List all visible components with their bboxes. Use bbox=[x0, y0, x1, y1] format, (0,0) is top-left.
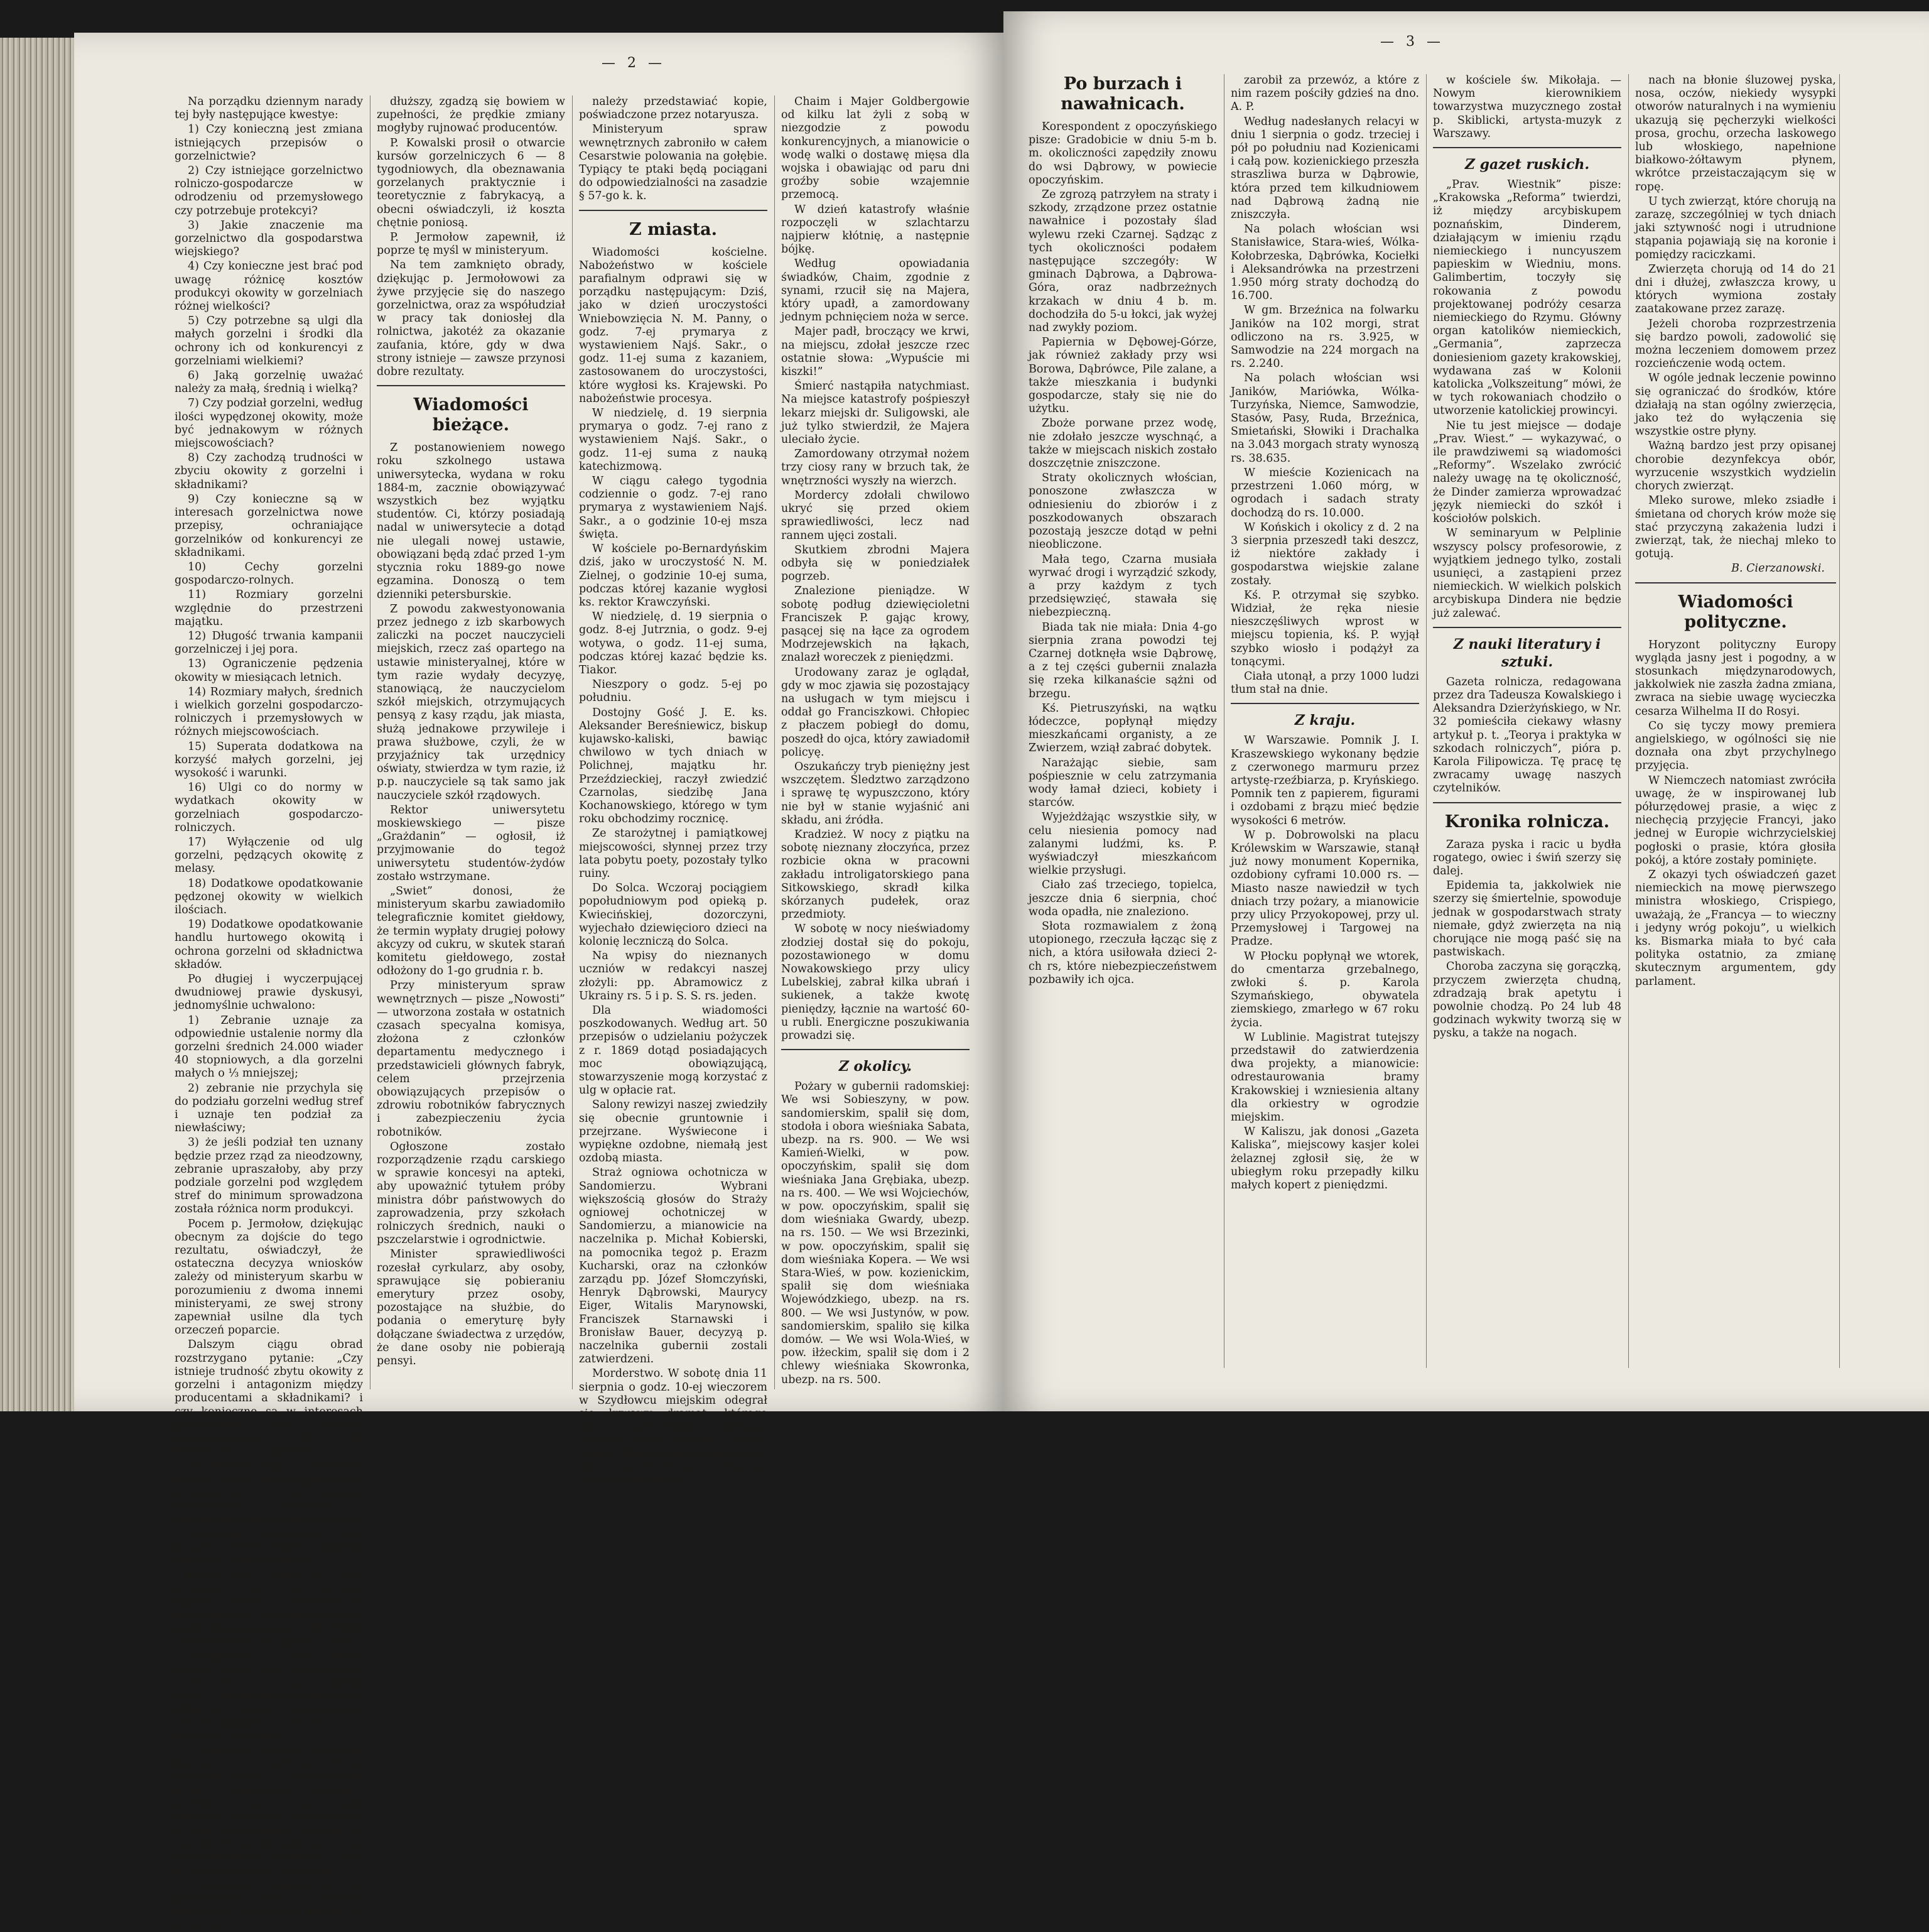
article-paragraph: Dalszym ciągu obrad rozstrzygano pytanie: „Czy istnieje trudność zbytu okowity z gorzelni i antagonizm między producentami a składnikami? i czy konieczne są w interesach gorzelników nowe przepisy, zabezpieczające ich od konkurencyi ze składami? bbox=[175, 1338, 363, 1458]
article-paragraph: W Płocku popłynął we wtorek, do cmentarza grzebalnego, zwłoki ś. p. Karola Szymańskiego, obywatela ziemskiego, zmarłego w 67 roku życia. bbox=[1231, 950, 1419, 1029]
article-paragraph: 10) Cechy gorzelni gospodarczo-rolnych. bbox=[175, 560, 363, 587]
article-paragraph: Na polach włościan wsi Janików, Mariówka, Wólka-Turzyńska, Niemce, Samwodzie, Stasów, Pasy, Ruda, Brzeźnica, Smietański, Słowiki i Drachalka na 3.043 morgach straty wynoszą rs. 38.635. bbox=[1231, 372, 1419, 465]
section-heading-country: Z kraju. bbox=[1294, 712, 1356, 729]
column-rule bbox=[1628, 74, 1629, 1368]
article-paragraph: dłuższy, zgadzą się bowiem w zupełności, że prędkie zmiany mogłyby rujnować producentów. bbox=[377, 95, 565, 135]
section-divider bbox=[377, 385, 565, 386]
article-paragraph: Ze zgrozą patrzyłem na straty i szkody, zrządzone przez ostatnie nawałnice i pozostały ślad wylewu rzeki Czarnej. Sądząc z tych okoliczności podałem następujące szczegóły: W gminach Dąbrowa, a Dąbrowa-Góra, oraz nadbrzeżnych krzakach w dniu 4 b. m. dochodziła do 5-u łokci, jak wyżej nad zwykły poziom. bbox=[1029, 188, 1217, 335]
article-paragraph: 19) Dodatkowe opodatkowanie handlu hurtowego okowitą i ochrona gorzelni od składnictwa składów. bbox=[175, 918, 363, 971]
article-paragraph: W Kaliszu, jak donosi „Gazeta Kaliska”, miejscowy kasjer kolei żelaznej zgłosił się, że w ubiegłym roku przepadły kilku małych kopert z pieniędzmi. bbox=[1231, 1126, 1419, 1192]
article-paragraph: Ze starożytnej i pamiątkowej miejscowości, słynnej przez trzy lata pobytu poety, pozostały tylko ruiny. bbox=[579, 827, 767, 880]
section-heading-current-news: Wiadomości bieżące. bbox=[413, 395, 529, 435]
article-paragraph: zarobił za przewóz, a które z nim razem pościły gdzieś na dno. A. P. bbox=[1231, 74, 1419, 114]
book-page-edges bbox=[0, 38, 82, 1411]
article-paragraph: W sobotę w nocy nieświadomy złodziej dostał się do pokoju, pozostawionego w domu Nowakowskiego przy ulicy Lubelskiej, zabrał kilka ubrań i sukienek, a także kwotę pieniędzy, łącznie na wartość 60-u rubli. Energiczne poszukiwania prowadzi się. bbox=[781, 923, 970, 1043]
article-paragraph: 18) Dodatkowe opodatkowanie pędzonej okowity w wielkich ilościach. bbox=[175, 877, 363, 916]
article-paragraph: Do Solca. Wczoraj pociągiem popołudniowym pod opieką p. Kwiecińskiej, dozorczyni, wyjechało dziewięcioro dzieci na kolonię leczniczą do Solca. bbox=[579, 882, 767, 948]
column-rule bbox=[1839, 74, 1840, 1368]
section-heading-city: Z miasta. bbox=[629, 219, 717, 239]
article-paragraph: Kradzież. W nocy z piątku na sobotę nieznany złoczyńca, przez rozbicie okna w pracowni zakładu introligatorskiego pana Sitkowskiego, skradł kilka skórzanych pudełek, oraz przedmioty. bbox=[781, 828, 970, 921]
article-paragraph: W mieście Kozienicach na przestrzeni 1.060 mórg, w ogrodach i sadach straty dochodzą do rs. 10.000. bbox=[1231, 466, 1419, 519]
article-paragraph: 2) zebranie nie przychyla się do podziału gorzelni według stref i uznaje ten podział za niewłaściwy; bbox=[175, 1082, 363, 1135]
article-paragraph: nach na błonie śluzowej pyska, nosa, oczów, niekiedy wysypki otworów naturalnych i na wymieniu ukazują się pęcherzyki wielkości prosa, grochu, orzecha laskowego lub włoskiego, napełnione białkowo-żółtawym płynem, wkrótce przeistaczającym się w ropę. bbox=[1635, 74, 1836, 193]
article-paragraph: „Swiet” donosi, że ministeryum skarbu zawiadomiło telegraficznie komitet giełdowy, że termin wypłaty drugiej połowy akcyzy od cukru, w skutek starań komitetu giełdowego, został odłożony do 1-go grudnia r. b. bbox=[377, 884, 565, 978]
article-paragraph: W ogóle jednak leczenie powinno się ograniczać do środków, które działają na stan ogólny zwierzęcia, jako też do wyłączenia się wszystkie ostre płyny. bbox=[1635, 372, 1836, 438]
article-paragraph: W ciągu całego tygodnia codziennie o godz. 7-ej rano prymarya z wystawieniem Najś. Sakr., a o godzinie 10-ej msza święta. bbox=[579, 475, 767, 541]
section-divider bbox=[1433, 802, 1621, 803]
article-paragraph: Straż ogniowa ochotnicza w Sandomierzu. Wybrani większością głosów do Straży ogniowej ochotniczej w Sandomierzu, a mianowicie na naczelnika p. Michał Kobierski, na pomocnika tegoż p. Erazm Kucharski, oraz na członków zarządu pp. Józef Słomczyński, Henryk Dąbrowski, Maurycy Eiger, Witalis Marynowski, Franciszek Starnawski i Bronisław Bauer, decyzyą p. naczelnika gubernii zostali zatwierdzeni. bbox=[579, 1166, 767, 1366]
article-paragraph: Ministeryum spraw wewnętrznych zabroniło w całem Cesarstwie polowania na gołębie. Typiący te ptaki będą pociągani do odpowiedzialności na zasadzie § 57-go k. k. bbox=[579, 123, 767, 203]
article-paragraph: 1) Zebranie uznaje za odpowiednie ustalenie normy dla gorzelni średnich 24.000 wiader 40 stopniowych, a dla gorzelni małych o ⅓ mniejszej; bbox=[175, 1014, 363, 1080]
article-paragraph: W kościele po-Bernardyńskim dziś, jako w uroczystość N. M. Zielnej, o godzinie 10-ej suma, podczas której kazanie wygłosi ks. rektor Krawczyński. bbox=[579, 543, 767, 609]
article-paragraph: Słota rozmawialem z żoną utopionego, rzeczuła łącząc się z nich, a która usiłowała dzieci 2-ch rs, które niebezpieczeństwem pozbawiły ich ojca. bbox=[1029, 920, 1217, 986]
article-paragraph: 11) Rozmiary gorzelni względnie do przestrzeni majątku. bbox=[175, 589, 363, 628]
article-paragraph: Na polach włościan wsi Stanisławice, Stara-wieś, Wólka-Kołobrzeska, Dąbrówka, Kociełki i Aleksandrówka na przestrzeni 1.950 mórg straty dochodzą do 16.700. bbox=[1231, 223, 1419, 303]
article-paragraph: W seminaryum w Pelplinie wszyscy polscy profesorowie, z wyjątkiem jednego tylko, zostali usunięci, a zastąpieni przez niemieckich. W wielkich polskich arcybiskupa Dindera nie będzie już zalewać. bbox=[1433, 527, 1621, 620]
section-divider bbox=[781, 1049, 970, 1050]
article-paragraph: w kościele św. Mikołaja. — Nowym kierownikiem towarzystwa muzycznego został p. Skiblicki, artysta-muzyk z Warszawy. bbox=[1433, 74, 1621, 140]
article-paragraph: W Niemczech natomiast zwróciła uwagę, że w inspirowanej lub półurzędowej prasie, a więc z niechęcią przyjęcie Francyi, jako jednej w Europie wichrzycielskiej pogłoski o prasie, która głosiła pokój, a które zostały pominięte. bbox=[1635, 774, 1836, 867]
article-paragraph: Dla wiadomości poszkodowanych. Według art. 50 przepisów o udzielaniu pożyczek z r. 1869 dotąd posiadających moc obowiązującą, stowarzyszenie mogą korzystać z ulg w opłacie rat. bbox=[579, 1004, 767, 1097]
article-paragraph: Rektor uniwersytetu moskiewskiego — pisze „Grażdanin” — ogłosił, iż przyjmowanie do tegoż uniwersytetu studentów-żydów zostało wstrzymane. bbox=[377, 803, 565, 883]
article-paragraph: Ciało zaś trzeciego, topielca, jeszcze dnia 6 sierpnia, choć woda opadła, nie znaleziono. bbox=[1029, 879, 1217, 918]
section-heading-russian-papers: Z gazet ruskich. bbox=[1464, 156, 1590, 173]
article-paragraph: Zaraza pyska i racic u bydła rogatego, owiec i świń szerzy się dalej. bbox=[1433, 838, 1621, 877]
article-paragraph: Z postanowieniem nowego roku szkolnego ustawa uniwersytecka, wydana w roku 1884-m, zacznie obowiązywać wszystkich bez wyjątku studentów. Ci, którzy posiadają nadal w uniwersytecie a dotąd nie ulegali nowej ustawie, obowiązani będą zdać przed 1-ym stycznia roku 1889-go nowe egzamina. Donoszą o tem dzienniki petersburskie. bbox=[377, 442, 565, 601]
article-paragraph: 6) Jaką gorzelnię uważać należy za małą, średnią i wielką? bbox=[175, 369, 363, 396]
right-page bbox=[1003, 11, 1929, 1411]
article-paragraph: 7) Czy podział gorzelni, według ilości wypędzonej okowity, może być jednakowym w różnych miejscowościach? bbox=[175, 397, 363, 450]
column-2-left bbox=[377, 95, 565, 1389]
column-4-left bbox=[781, 95, 970, 1389]
section-divider bbox=[1231, 703, 1419, 704]
column-2-right bbox=[1231, 74, 1419, 1399]
article-paragraph: 8) Czy zachodzą trudności w zbyciu okowity z gorzelni i składnikami? bbox=[175, 452, 363, 491]
article-paragraph: Kś. Pietruszyński, na wątku łódeczce, popłynął między mieszkańcami organisty, a ze Zwierzem, wziął zabrać dobytek. bbox=[1029, 702, 1217, 755]
article-paragraph: Mordercy zdołali chwilowo ukryć się przed okiem sprawiedliwości, lecz nad rannem ujęci zostali. bbox=[781, 489, 970, 542]
article-paragraph: Co się tyczy mowy premiera angielskiego, w ogólności się nie doznała ona zbyt przychylnego przyjęcia. bbox=[1635, 719, 1836, 773]
article-paragraph: W Końskich i okolicy z d. 2 na 3 sierpnia przeszedł taki deszcz, iż niektóre zakłady i gospodarstwa wiejskie zalane zostały. bbox=[1231, 521, 1419, 587]
article-paragraph: Wyjeżdżając wszystkie siły, w celu niesienia pomocy nad zalanymi ludźmi, ks. P. wyświadczył mieszkańcom wielkie przysługi. bbox=[1029, 811, 1217, 877]
article-paragraph: 12) Długość trwania kampanii gorzelniczej i jej pora. bbox=[175, 629, 363, 656]
article-paragraph: „Prav. Wiestnik” pisze: „Krakowska „Reforma” twierdzi, iż między arcybiskupem poznańskim, Dinderem, działającym w imieniu rządu niemieckiego i nuncyuszem papieskim w Wiedniu, mons. Galimbertim, toczyły się rokowania z powodu projektowanej podróży cesarza niemieckiego do Rzymu. Główny organ katolików niemieckich, „Germania”, zaprzecza doniesieniom gazety krakowskiej, wydawana zaś w Kolonii katolicka „Volkszeitung” mówi, że w tych rokowaniach chodziło o utworzenie katolickiej prowincyi. bbox=[1433, 178, 1621, 418]
article-paragraph: P. Jermołow zapewnił, że przy ustanowieniu norm dla gorzelni pierwszego rzędu mieć będzie na uwadze. bbox=[175, 1879, 363, 1932]
article-paragraph: W gm. Brzeźnica na folwarku Janików na 102 morgi, strat odliczono na rs. 3.925, w Samwodzie na 224 morgach na rs. 2.240. bbox=[1231, 304, 1419, 371]
article-paragraph: Pocem p. Jermołow, dziękując obecnym za dojście do tego rezultatu, oświadczył, że ostateczna decyzya wniosków zależy od ministeryum skarbu w porozumieniu z dwoma innemi ministeryami, ze swej strony zapewniał usilne dla tych orzeczeń poparcie. bbox=[175, 1217, 363, 1337]
section-divider bbox=[1635, 582, 1836, 583]
article-paragraph: Z okazyi tych oświadczeń gazet niemieckich na mowę pierwszego ministra włoskiego, Crispiego, uważają, że „Francya — to wieczny i jedyny wróg pokoju”, u wielkich ks. Bismarka miała to być cała polityka ostatnio, za zmianę skutecznym argumentem, gdy parlament. bbox=[1635, 868, 1836, 988]
article-paragraph: Według opowiadania świadków, Chaim, zgodnie z synami, rzucił się na Majera, który upadł, a zamordowany jednym pchnięciem noża w serce. bbox=[781, 258, 970, 324]
article-paragraph: W Lublinie. Magistrat tutejszy przedstawił do zatwierdzenia dwa projekty, a mianowicie: odrestaurowania bramy Krakowskiej i wzniesienia altany dla orkiestry w ogrodzie miejskim. bbox=[1231, 1031, 1419, 1124]
article-paragraph: Epidemia ta, jakkolwiek nie szerzy się śmiertelnie, spowoduje jednak w gospodarstwach straty niemałe, gdyż zwierzęta na nią chorujące nie mogą paść się na pastwiskach. bbox=[1433, 879, 1621, 959]
section-heading-region: Z okolicy. bbox=[838, 1058, 912, 1075]
article-paragraph: Chaim i Majer Goldbergowie od kilku lat żyli z sobą w niezgodzie z powodu konkurencyjnych, a mianowicie o wodę walki o dostawę mięsa dla wojska i obawiając od paru dni groźby sobie wzajemnie przemocą. bbox=[781, 95, 970, 202]
article-paragraph: 13) Ograniczenie pędzenia okowity w miesiącach letnich. bbox=[175, 658, 363, 684]
article-paragraph: Skutkiem zbrodni Majera odbyła się w poniedziałek pogrzeb. bbox=[781, 543, 970, 583]
article-paragraph: Oszukańczy tryb pieniężny jest wszczętem. Śledztwo zarządzono i sprawę tę wypuszczono, który nie był w stanie wyjaśnić ani składu, ani źródła. bbox=[781, 760, 970, 827]
column-rule bbox=[1426, 74, 1427, 1368]
article-paragraph: Mleko surowe, mleko zsiadłe i śmietana od chorych krów może się stać przyczyną zakażenia ludzi i zwierząt, tak, że niechaj mleko to gotują. bbox=[1635, 494, 1836, 561]
section-heading-agriculture: Kronika rolnicza. bbox=[1444, 811, 1610, 832]
article-paragraph: Co się tyczy pytania o składach hurtowych wyraziło gorzelnicy życzenie, ażeby dla odbiorów ich prawo właścicieli gorzelni, uwolnić pod tą przy gorzelniach składach wypłacał, jak wyrobiono do tak zadłużenia w spirytus do sprzedaży i od dawania kaucyi na zabezpieczenie okowity, przy przewożeniu jej na składzie. bbox=[175, 1744, 363, 1877]
article-paragraph: Choroba zaczyna się gorączką, przyczem zwierzęta chudną, zdradzają brak apetytu i powolnie chodzą. Po 24 lub 48 godzinach wykwity tworzą się w pysku, a także na nogach. bbox=[1433, 960, 1621, 1040]
article-paragraph: W niedzielę, d. 19 sierpnia prymarya o godz. 7-ej rano z wystawieniem Najś. Sakr., o godz. 11-ej suma z nauką katechizmową. bbox=[579, 407, 767, 473]
article-paragraph: 3) Jakie znaczenie ma gorzelnictwo dla gospodarstwa wiejskiego? bbox=[175, 219, 363, 259]
article-paragraph: Zamordowany otrzymał nożem trzy ciosy rany w brzuch tak, że wnętrzności wyszły na wierzch. bbox=[781, 448, 970, 487]
article-paragraph: Mała tego, Czarna musiała wyrwać drogi i wyrządzić szkody, a przy każdym z tych przedsięwzięć, stawała się niebezpieczną. bbox=[1029, 553, 1217, 619]
article-paragraph: Horyzont polityczny Europy wygląda jasny jest i pogodny, a w stosunkach międzynarodowych, jakkolwiek nie zaszła żadna zmiana, zwraca na siebie uwagę wycieczka cesarza Wilhelma II do Rosyi. bbox=[1635, 638, 1836, 718]
column-1-left bbox=[175, 95, 363, 1932]
page-number-right: — 3 — bbox=[1380, 34, 1444, 50]
article-paragraph: Punkt 2-gi projektu lit. c) o wywarze rozstrzygnięto w ten sposób: Wywar, otrzymywany przy pędzeniu gorzelni, musi być spotrzebowany na karm dla bydła celem użyźnienia uprawy gruntu. bbox=[175, 1568, 363, 1648]
article-paragraph: 2) Czy istniejące gorzelnictwo rolniczo-gospodarcze w odrodzeniu od przemysłowego czy potrzebuje protekcyi? bbox=[175, 165, 363, 217]
column-1-right bbox=[1029, 74, 1217, 1399]
article-paragraph: W niedzielę, d. 19 sierpnia o godz. 8-ej Jutrznia, o godz. 9-ej wotywa, o godz. 11-ej suma, podczas której kazać będzie ks. Tiakor. bbox=[579, 611, 767, 676]
column-3-left bbox=[579, 95, 767, 1487]
article-paragraph: Jeżeli choroba rozprzestrzenia się bardzo powoli, zadowolić się można leczeniem domowem przez rozcieńczenie wodą octem. bbox=[1635, 317, 1836, 371]
article-paragraph: W dzień katastrofy właśnie rozpoczęli w szlachtarzu najpierw kłótnię, a następnie bójkę. bbox=[781, 203, 970, 256]
article-paragraph: U tych zwierząt, które chorują na zarazę, szczególniej w tych dniach jaki sztywność nogi i utrudnione stąpania pojawiają się na koronie i pomiędzy raciczkami. bbox=[1635, 195, 1836, 261]
article-paragraph: 14) Rozmiary małych, średnich i wielkich gorzelni gospodarczo-rolniczych i przemysłowych w różnych miejscowościach. bbox=[175, 685, 363, 739]
article-paragraph: Kś. P. otrzymał się szybko. Widział, że ręka niesie nieszczęśliwych wprost w miejscu topienia, kś. P. wyjął szybko wiosło i podążył za tonącymi. bbox=[1231, 589, 1419, 668]
article-paragraph: Biada tak nie miała: Dnia 4-go sierpnia zrana powodzi tej Czarnej dotknęła wsie Dąbrowę, a z tej części gubernii znalazła się rzeka kilkanaście sążni od brzegu. bbox=[1029, 621, 1217, 700]
article-signature: B. Cierzanowski. bbox=[1731, 562, 1825, 575]
article-paragraph: Przy ministeryum spraw wewnętrznych — pisze „Nowosti” — utworzona została w ostatnich czasach specyalna komisya, złożona z członków departamentu medycznego i przedstawicieli głównych fabryk, celem przejrzenia obowiązujących przepisów o zdrowiu robotników fabrycznych i zabezpieczeniu życia robotników. bbox=[377, 979, 565, 1139]
article-paragraph: Na wpisy do nieznanych uczniów w redakcyi naszej złożyli: pp. Abramowicz z Ukrainy rs. 5 i p. S. S. rs. jeden. bbox=[579, 950, 767, 1002]
article-paragraph: Po długiej i wyczerpującej dwudniowej prawie dyskusyi, jednomyślnie uchwalono: bbox=[175, 973, 363, 1012]
section-heading-science-literature: Z nauki literatury i sztuki. bbox=[1453, 636, 1601, 670]
section-divider bbox=[1433, 627, 1621, 628]
section-divider bbox=[1433, 147, 1621, 148]
article-paragraph: 3) że jeśli podział ten uznany będzie przez rząd za nieodzowny, zebranie upraszałoby, aby przy podziale gorzelni pod względem stref do minimum sprowadzona została różnica norm produkcyi. bbox=[175, 1136, 363, 1216]
article-paragraph: Minister sprawiedliwości rozesłał cyrkularz, aby osoby, sprawujące się pobieraniu emerytury przez osoby, pozostające na służbie, do podania o emeryturę były dołączane świadectwa z urzędów, że dane osoby nie pobierają pensyi. bbox=[377, 1248, 565, 1368]
article-paragraph: 4) Czy konieczne jest brać pod uwagę różnicę kosztów produkcyi okowity w gorzelniach różnej wielkości? bbox=[175, 260, 363, 313]
article-paragraph: Majer padł, broczący we krwi, na miejscu, zdołał jeszcze rzec ostatnie słowa: „Wypuście mi kiszki!” bbox=[781, 325, 970, 379]
article-paragraph: Według nadesłanych relacyi w dniu 1 sierpnia o godz. trzeciej i pół po południu nad Kozienicami i całą pow. kozienickiego przeszła straszliwa burza w Dąbrowie, która przed tem kilkudniowem nad Dąbrową żadną nie zniszczyła. bbox=[1231, 115, 1419, 222]
article-paragraph: Wątpliwości, czy dana gorzelnia należy do gospodarczo-rolniczych, rozstrzygać będą nowo otwarte gorzelnie w każdej gubernii, złożone z miejscowego zarządzającego akcyzą i właścicieli gorzelni. bbox=[175, 1650, 363, 1743]
article-paragraph: Następnie przejrzano cały projekt jednomyślnie z małemi zmianami, a mianowicie: bbox=[175, 1528, 363, 1567]
left-page bbox=[74, 33, 1003, 1932]
article-paragraph: Zboże porwane przez wodę, nie zdołało jeszcze wyschnąć, a także w miejscach niskich zostało doszczętnie zniszczone. bbox=[1029, 417, 1217, 470]
article-paragraph: P. Kowalski prosił o otwarcie kursów gorzelniczych 6 — 8 tygodniowych, dla obeznawania gorzelanych praktycznie i teoretycznie z fabrykacyą, a obecni oświadczyli, iż koszta chętnie poniosą. bbox=[377, 136, 565, 229]
article-paragraph: Z powodu zakwestyonowania przez jednego z izb skarbowych zaliczki na poczet nauczycieli miejskich, rzecz zaś opartego na ustawie ministeryalnej, które w tym razie wydały decyzyę, stanowiącą, że nauczycielom szkół miejskich, otrzymujących pensyą z kasy rządu, jak miasta, służą jednakowe przywileje i prawa służbowe, czyli, że w przyjaźnicy tak urzędnicy oświaty, stwierdza w tym razie, iż p.p. nauczyciele są tak samo jak nauczyciele szkół rządowych. bbox=[377, 602, 565, 802]
section-heading-storms: Po burzach i nawałnicach. bbox=[1061, 74, 1185, 114]
article-paragraph: Korespondent z opoczyńskiego pisze: Gradobicie w dniu 5-m b. m. okoliczności zapędziły znowu do wsi Dąbrowy, w powiecie opoczyńskim. bbox=[1029, 121, 1217, 187]
column-3-right bbox=[1433, 74, 1621, 1399]
article-paragraph: Zwierzęta chorują od 14 do 21 dni i dłużej, zwłaszcza krowy, u których wymiona zostały zaatakowane przez zarazę. bbox=[1635, 263, 1836, 316]
article-paragraph: Nieszpory o godz. 5-ej po południu. bbox=[579, 678, 767, 705]
article-paragraph: należy przedstawiać kopie, poświadczone przez notaryusza. bbox=[579, 95, 767, 122]
article-paragraph: Na porządku dziennym narady tej były następujące kwestye: bbox=[175, 95, 363, 122]
article-paragraph: Narażając siebie, sam pośpiesznie w celu zatrzymania wody łamał dzieci, kobiety i starców. bbox=[1029, 756, 1217, 810]
article-paragraph: Wiadomości kościelne. Nabożeństwo w kościele parafialnym odprawi się w porządku następującym: Dziś, jako w dzień uroczystości Wniebowzięcia N. M. Panny, o godz. 7-ej prymarya z wystawieniem Najś. Sakr., o godz. 11-ej suma z kazaniem, zastosowanem do uroczystości, które wygłosi ks. Krajewski. Po nabożeństwie procesya. bbox=[579, 246, 767, 405]
article-paragraph: Dostojny Gość J. E. ks. Aleksander Bereśniewicz, biskup kujawsko-kaliski, bawiąc chwilowo w tych dniach w Polichnej, majątku hr. Przeździeckiej, raczył zwiedzić Czarnolas, siedzibę Jana Kochanowskiego, którego w tym roku obchodzimy rocznicę. bbox=[579, 706, 767, 826]
article-paragraph: Nie tu jest miejsce — dodaje „Prav. Wiest.” — wykazywać, o ile prawdziwemi są wiadomości „Reformy”. Wszelako zwrócić należy uwagę na tę okoliczność, że Dinder zamierza wprowadzać język niemiecki do szkół i kościołów polskich. bbox=[1433, 419, 1621, 526]
article-paragraph: 1) Czy konieczną jest zmiana istniejących przepisów o gorzelnictwie? bbox=[175, 123, 363, 163]
article-paragraph: 17) Wyłączenie od ulg gorzelni, pędzących okowitę z melasy. bbox=[175, 835, 363, 876]
article-paragraph: W Warszawie. Pomnik J. I. Kraszewskiego wykonany będzie z czerwonego marmuru przez artystę-rzeźbiarza, p. Kryńskiego. Pomnik ten z papierem, figurami i ozdobami z brązu mieć będzie wysokości 6 metrów. bbox=[1231, 734, 1419, 827]
section-divider bbox=[579, 210, 767, 211]
article-paragraph: Papiernia w Dębowej-Górze, jak również zakłady przy wsi Borowa, Dąbrówce, Pile zalane, a także mieszkania i budynki gospodarcze, stały się nie do użytku. bbox=[1029, 336, 1217, 416]
article-paragraph: Ciała utonął, a przy 1000 ludzi tłum stał na dnie. bbox=[1231, 670, 1419, 697]
page-number-left: — 2 — bbox=[602, 55, 666, 71]
article-paragraph: Straty okolicznych włościan, ponoszone zwłaszcza w odniesieniu do zbiorów i z poszkodowanych obszarach pozostają jeszcze dotąd w pełni nieobliczone. bbox=[1029, 472, 1217, 551]
article-paragraph: Śmierć nastąpiła natychmiast. Na miejsce katastrofy pośpieszył lekarz miejski dr. Suligowski, ale już tylko stwierdził, że Majera uleciało życie. bbox=[781, 380, 970, 447]
article-paragraph: W kwestyi tej p. Jermołow wnosi, ażeby tutejsi gorzelnicy wypracowali w tej sprawie wyczerpujący memoryał i zakomunikowali go ministerstwu. bbox=[175, 1460, 363, 1526]
article-paragraph: P. Jermołow zapewnił, iż poprze tę myśl w ministeryum. bbox=[377, 231, 565, 258]
article-paragraph: Gazeta rolnicza, redagowana przez dra Tadeusza Kowalskiego i Aleksandra Dzierżyńskiego, w Nr. 32 pomieściła ciekawy własny artykuł p. t. „Teorya i praktyka w szkodach rolniczych”, pióra p. Karola Filipowicza. Tę pracę tę zwracamy uwagę naszych czytelników. bbox=[1433, 675, 1621, 795]
article-paragraph: 5) Czy potrzebne są ulgi dla małych gorzelni i środki dla ochrony ich od konkurencyi z gorzelniami wielkiemi? bbox=[175, 315, 363, 367]
article-paragraph: Morderstwo. W sobotę dnia 11 sierpnia o godz. 10-ej wieczorem w Szydłowcu miejskim odegrał się krwawy dramat, którego ofiarą padł Majer Goldberg, rzeźnik, zamordowany nożem przez Chaima Goldberga i dwóch jego synów, Icka i Rubina, również rzeźników. bbox=[579, 1367, 767, 1487]
column-rule bbox=[572, 95, 573, 1389]
article-paragraph: Znalezione pieniądze. W sobotę podług dziewięcioletni Franciszek P. gając krowy, pasącej się na łące za ogrodem Modrzejewskich na łąkach, znalazł woreczek z pieniędzmi. bbox=[781, 585, 970, 665]
section-heading-politics: Wiadomości polityczne. bbox=[1678, 592, 1793, 632]
article-paragraph: Na tem zamknięto obrady, dziękując p. Jermołowowi za żywe przyjęcie się do naszego gorzelnictwa, oraz za współudział w pracy tak doniosłej dla rolnictwa, jakotéż za okazanie zaufania, które, gdy w dwa strony istnieje — zawsze przynosi dobre rezultaty. bbox=[377, 259, 565, 379]
column-4-right bbox=[1635, 74, 1836, 1399]
column-rule bbox=[774, 95, 775, 1389]
article-paragraph: Pożary w gubernii radomskiej: We wsi Sobieszyny, w pow. sandomierskim, spalił się dom, stodoła i obora wieśniaka Sabata, ubezp. na rs. 900. — We wsi Kamień-Wielki, w pow. opoczyńskim, spalił się dom wieśniaka Jana Grębiaka, ubezp. na rs. 400. — We wsi Wojciechów, w pow. opoczyńskim, spalił się dom wieśniaka Gwardy, ubezp. na rs. 150. — We wsi Brzezinki, w pow. opoczyńskim, spalił się dom wieśniaka Kopera. — We wsi Stara-Wieś, w pow. kozienickim, spalił się dom wieśniaka Wojewódzkiego, ubezp. na rs. 800. — We wsi Justynów, w pow. sandomierskim, spaliło się kilka domów. — We wsi Wola-Wieś, w pow. iłżeckim, spalił się dom i 2 chlewy wieśniaka Skowronka, ubezp. na rs. 500. bbox=[781, 1080, 970, 1386]
article-paragraph: 15) Superata dodatkowa na korzyść małych gorzelni, jej wysokość i warunki. bbox=[175, 740, 363, 779]
article-paragraph: Ogłoszone zostało rozporządzenie rządu carskiego w sprawie koncesyi na apteki, aby upoważnić tytułem próby ministra dóbr państwowych do zaprowadzenia, przy szkołach rolniczych średnich, nauki o pszczelarstwie i ogrodnictwie. bbox=[377, 1140, 565, 1247]
article-paragraph: Ważną bardzo jest przy opisanej chorobie dezynfekcya obór, wyrzucenie wszystkich wydzielin chorych zwierząt. bbox=[1635, 440, 1836, 493]
article-paragraph: W p. Dobrowolski na placu Królewskim w Warszawie, stanął już nowy monument Kopernika, ozdobiony cyframi 10.000 rs. — Miasto nasze nawiedził w tych dniach trzy pożary, a mianowicie przy ulicy Przyokopowej, przy ul. Przemysłowej i Targowej na Pradze. bbox=[1231, 828, 1419, 948]
article-paragraph: Urodowany zaraz je oglądał, gdy w moc zjawia się pozostający na usługach w tym miejscu i oddał go Franciszkowi. Chłopiec z płaczem pobiegł do domu, poszedł do ojca, który zawiadomił policyę. bbox=[781, 666, 970, 759]
article-paragraph: Salony rewizyi naszej zwiedziły się obecnie gruntownie i przejrzane. Wyświecone i wypiękne ozdobne, niemałą jest ozdobą miasta. bbox=[579, 1099, 767, 1165]
article-paragraph: 16) Ulgi co do normy w wydatkach okowity w gorzelniach gospodarczo-rolniczych. bbox=[175, 781, 363, 834]
article-paragraph: 9) Czy konieczne są w interesach gorzelnictwa nowe przepisy, ochraniające gorzelników od konkurencyi ze składnikami. bbox=[175, 492, 363, 559]
